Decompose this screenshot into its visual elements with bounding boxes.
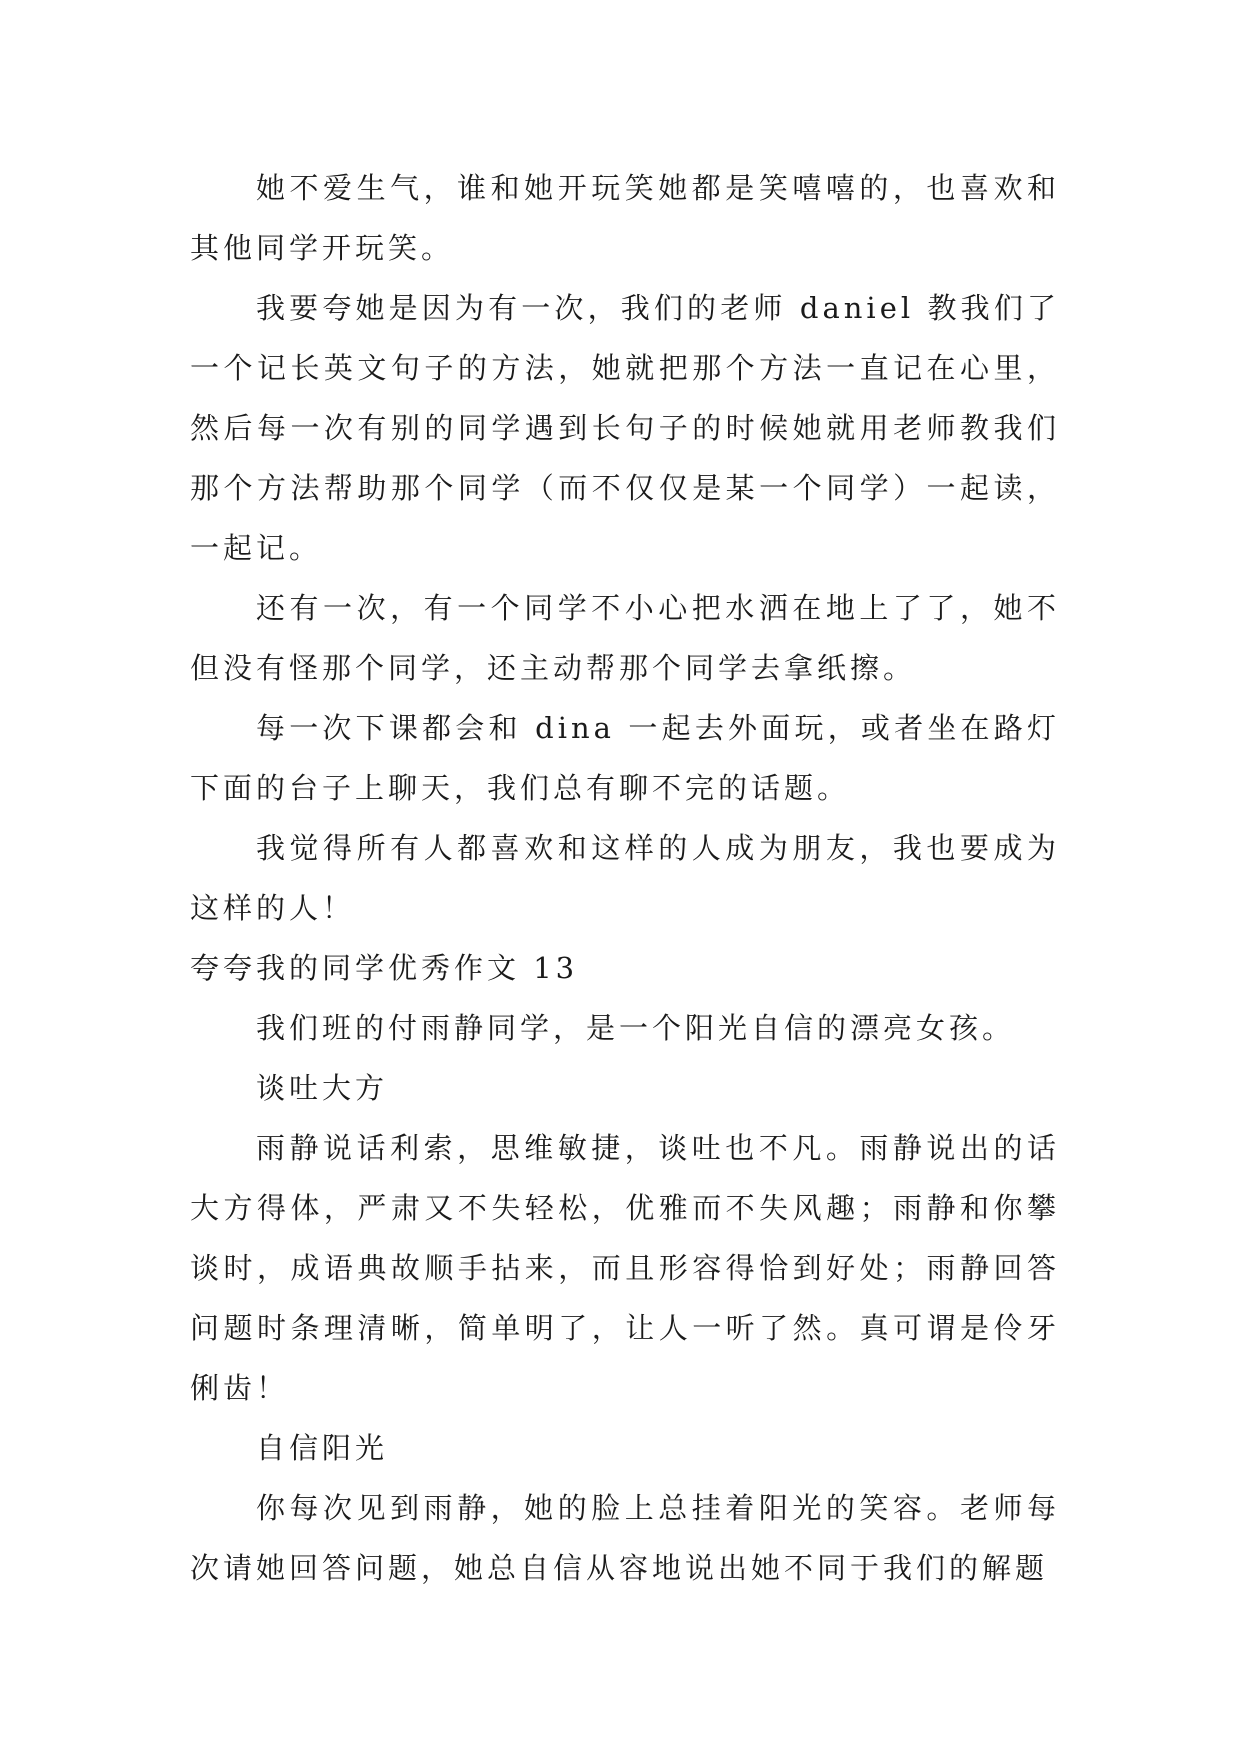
paragraph-5: 我觉得所有人都喜欢和这样的人成为朋友，我也要成为这样的人！	[190, 831, 1060, 925]
paragraph-6: 我们班的付雨静同学，是一个阳光自信的漂亮女孩。	[256, 1011, 1016, 1045]
essay-title: 夸夸我的同学优秀作文 13	[190, 951, 579, 985]
section-title-1: 谈吐大方	[256, 1071, 389, 1105]
paragraph-3: 还有一次，有一个同学不小心把水洒在地上了了，她不但没有怪那个同学，还主动帮那个同学去拿纸擦。	[190, 591, 1060, 685]
document-page	[190, 158, 1060, 1598]
section-title-2: 自信阳光	[256, 1431, 389, 1465]
paragraph-8: 你每次见到雨静，她的脸上总挂着阳光的笑容。老师每次请她回答问题，她总自信从容地说出她不同于我们的解题	[190, 1491, 1060, 1585]
paragraph-7: 雨静说话利索，思维敏捷，谈吐也不凡。雨静说出的话大方得体，严肃又不失轻松，优雅而不失风趣；雨静和你攀谈时，成语典故顺手拈来，而且形容得恰到好处；雨静回答问题时条理清晰，简单明了，让人一听了然。真可谓是伶牙俐齿！	[190, 1131, 1060, 1405]
paragraph-4: 每一次下课都会和 dina 一起去外面玩，或者坐在路灯下面的台子上聊天，我们总有聊不完的话题。	[190, 711, 1060, 805]
paragraph-2: 我要夸她是因为有一次，我们的老师 daniel 教我们了一个记长英文句子的方法，她就把那个方法一直记在心里，然后每一次有别的同学遇到长句子的时候她就用老师教我们那个方法帮助那个同学（而不仅仅是某一个同学）一起读，一起记。	[190, 291, 1060, 565]
paragraph-1: 她不爱生气，谁和她开玩笑她都是笑嘻嘻的，也喜欢和其他同学开玩笑。	[190, 171, 1060, 265]
